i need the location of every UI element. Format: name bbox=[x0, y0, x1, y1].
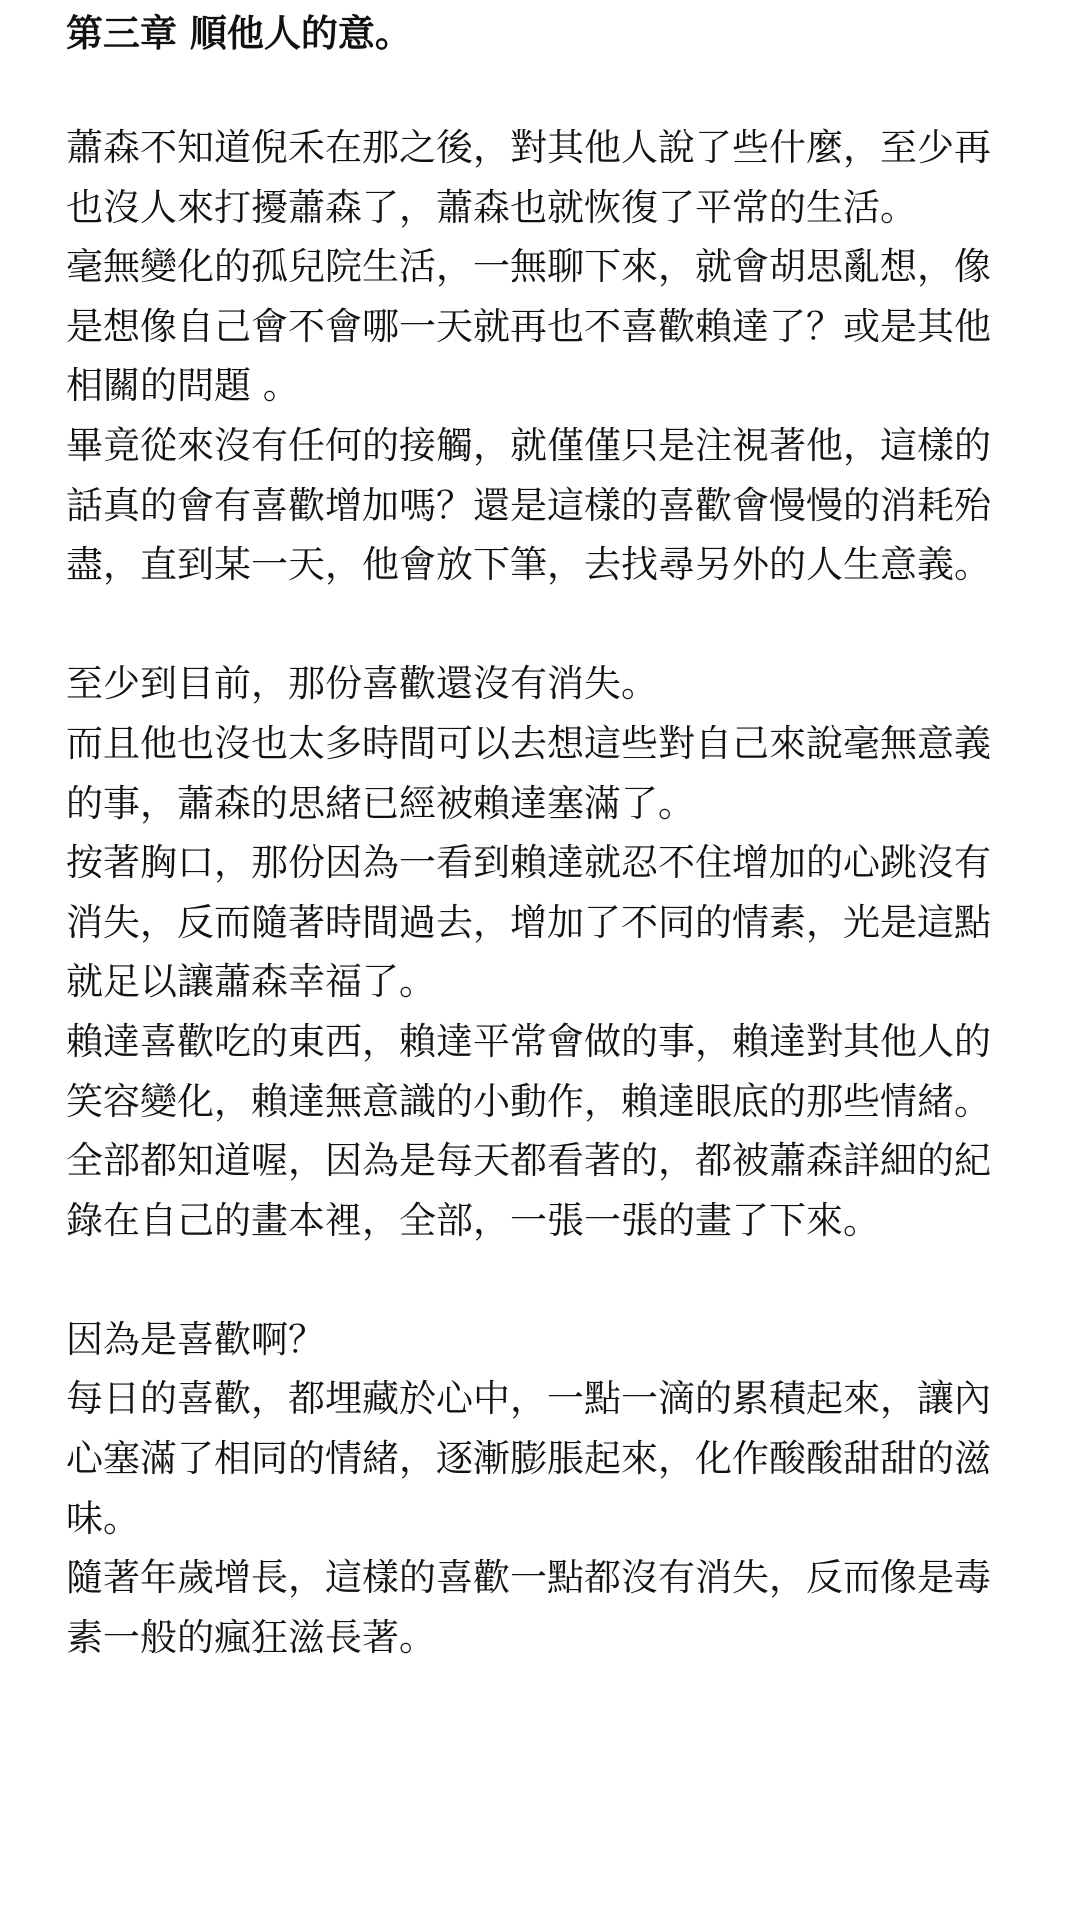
paragraph: 全部都知道喔，因為是每天都看著的，都被蕭森詳細的紀錄在自己的畫本裡，全部，一張一張的畫了下來。 bbox=[66, 1139, 991, 1242]
paragraph: 畢竟從來沒有任何的接觸，就僅僅只是注視著他，這樣的話真的會有喜歡增加嗎？還是這樣的喜歡會慢慢的消耗殆盡，直到某一天，他會放下筆，去找尋另外的人生意義。 bbox=[66, 423, 991, 587]
chapter-body bbox=[66, 118, 1000, 1667]
paragraph-gap bbox=[66, 595, 1000, 655]
chapter-page bbox=[66, 8, 1000, 1667]
paragraph: 而且他也沒也太多時間可以去想這些對自己來說毫無意義的事，蕭森的思緒已經被賴達塞滿了。 bbox=[66, 721, 991, 825]
paragraph-gap bbox=[66, 1250, 1000, 1310]
paragraph: 蕭森不知道倪禾在那之後，對其他人說了些什麼，至少再也沒人來打擾蕭森了，蕭森也就恢復了平常的生活。 bbox=[66, 126, 991, 229]
paragraph: 至少到目前，那份喜歡還沒有消失。 bbox=[66, 662, 658, 706]
paragraph: 因為是喜歡啊？ bbox=[66, 1317, 325, 1361]
paragraph: 賴達喜歡吃的東西，賴達平常會做的事，賴達對其他人的笑容變化，賴達無意識的小動作，賴達眼底的那些情緒。 bbox=[66, 1019, 991, 1123]
paragraph: 隨著年歲增長，這樣的喜歡一點都沒有消失，反而像是毒素一般的瘋狂滋長著。 bbox=[66, 1556, 991, 1659]
paragraph: 按著胸口，那份因為一看到賴達就忍不住增加的心跳沒有消失，反而隨著時間過去，增加了不同的情素，光是這點就足以讓蕭森幸福了。 bbox=[66, 841, 991, 1004]
paragraph: 毫無變化的孤兒院生活，一無聊下來，就會胡思亂想，像是想像自己會不會哪一天就再也不喜歡賴達了？或是其他相關的問題 。 bbox=[66, 245, 991, 408]
paragraph: 每日的喜歡，都埋藏於心中，一點一滴的累積起來，讓內心塞滿了相同的情緒，逐漸膨脹起來，化作酸酸甜甜的滋味。 bbox=[66, 1377, 991, 1540]
chapter-title: 第三章 順他人的意。 bbox=[66, 12, 412, 55]
